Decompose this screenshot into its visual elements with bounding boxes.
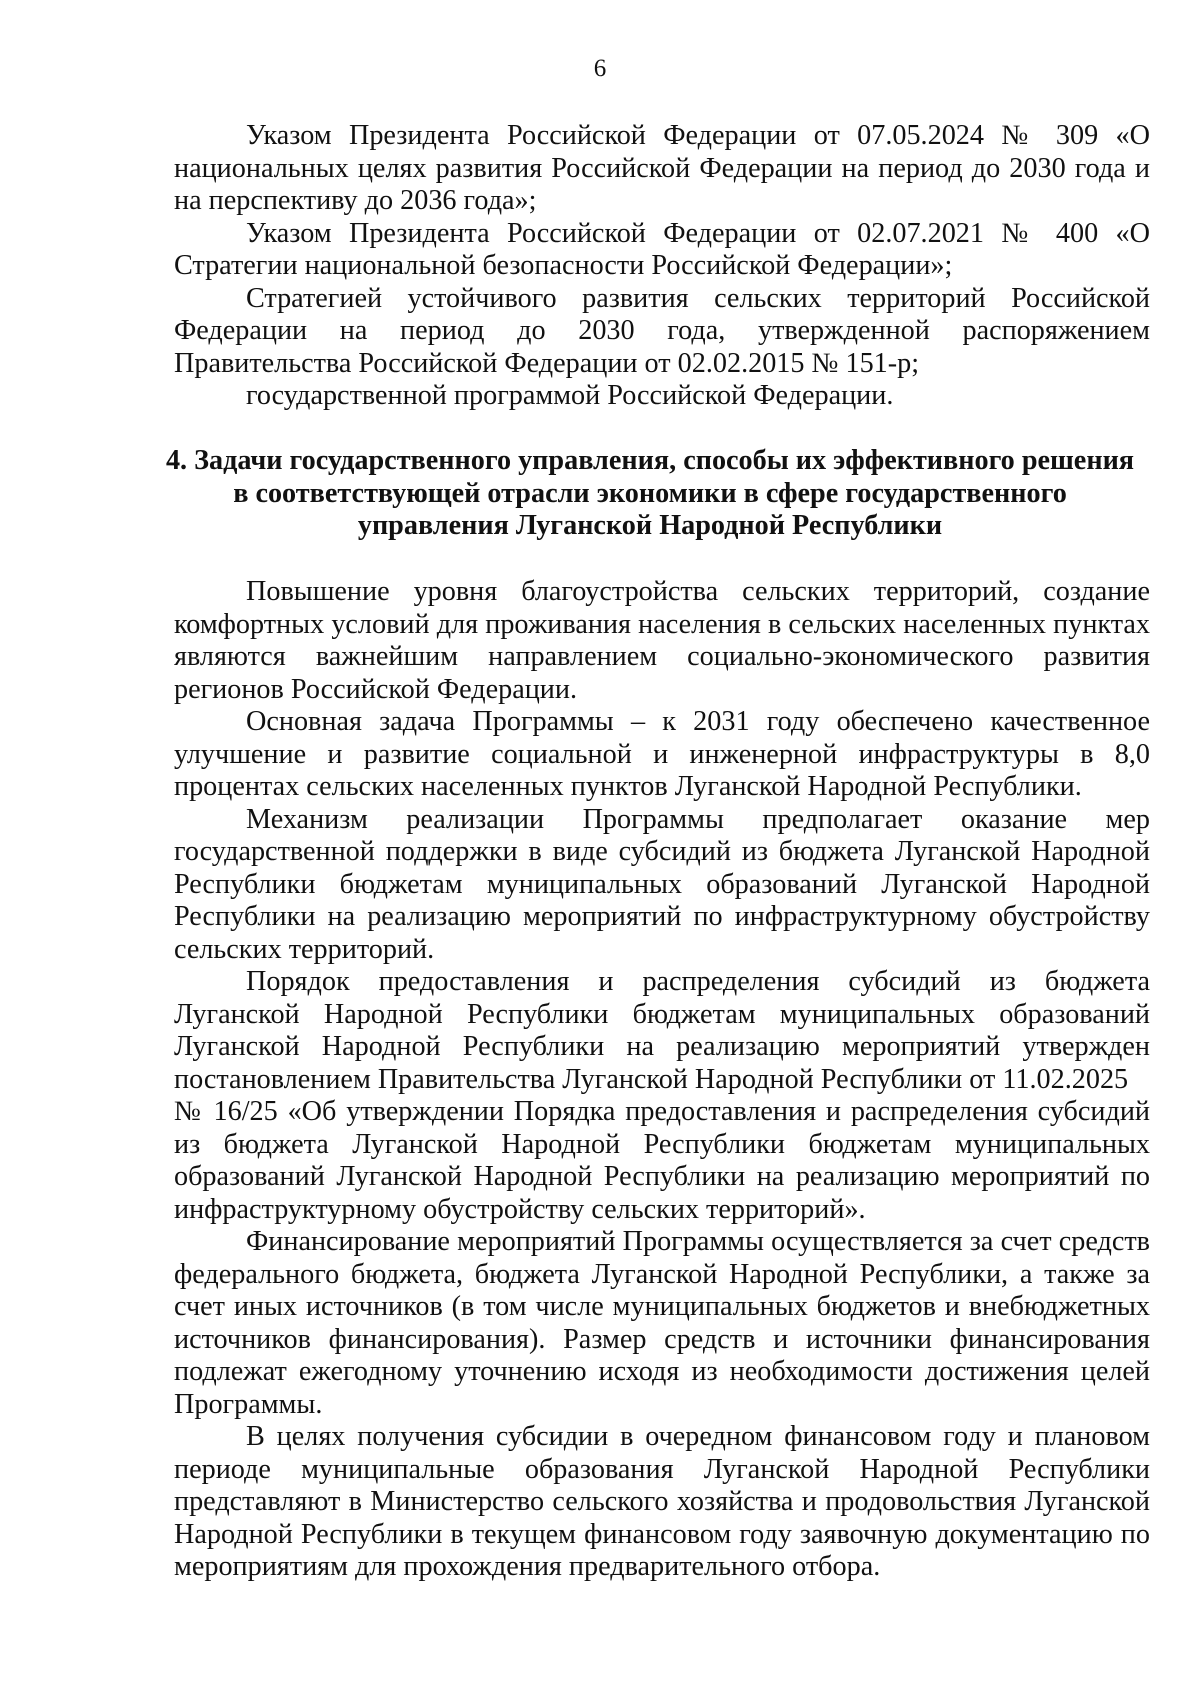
paragraph-decree-309: Указом Президента Российской Федерации от 07.05.2024 № 309 «О национальных целях развития Российской Федерации на период до 2030 года и на перспективу до 2036 года»;: [174, 120, 1150, 216]
section-heading: [150, 445, 1150, 543]
section-body-text-block: [174, 576, 1150, 1584]
paragraph-mechanism: Механизм реализации Программы предполагает оказание мер государственной поддержки в виде субсидий из бюджета Луганской Народной Республики бюджетам муниципальных образований Луганской Народной Республики на реализацию мероприятий по инфраструктурному обустройству сельских территорий.: [174, 803, 1150, 965]
paragraph-financing: Финансирование мероприятий Программы осуществляется за счет средств федерального бюджета, бюджета Луганской Народной Республики, а также за счет иных источников (в том числе муниципальных бюджетов и внебюджетных источников финансирования). Размер средств и источники финансирования подлежат ежегодному уточнению исходя из необходимости достижения целей Программы.: [174, 1226, 1150, 1420]
paragraph-state-program: государственной программой Российской Федерации.: [246, 380, 894, 411]
paragraph-procedure: Порядок предоставления и распределения субсидий из бюджета Луганской Народной Республики бюджетам муниципальных образований Луганской Народной Республики на реализацию мероприятий утвержден постановлением Правительства Луганской Народной Республики от 11.02.2025: [174, 966, 1150, 1095]
intro-text-block: [174, 120, 1150, 413]
section-heading-line-1: 4. Задачи государственного управления, способы их эффективного решения: [165, 445, 1135, 476]
paragraph-main-task: Основная задача Программы – к 2031 году обеспечено качественное улучшение и развитие социальной и инженерной инфраструктуры в 8,0 процентах сельских населенных пунктов Луганской Народной Республики.: [174, 706, 1150, 802]
page-number: 6: [593, 55, 607, 82]
paragraph-decree-400: Указом Президента Российской Федерации от 02.07.2021 № 400 «О Стратегии национальной безопасности Российской Федерации»;: [174, 217, 1150, 281]
section-heading-line-2: в соответствующей отрасли экономики в сфере государственного: [233, 477, 1067, 509]
paragraph-resolution: № 16/25 «Об утверждении Порядка предоставления и распределения субсидий из бюджета Луганской Народной Республики бюджетам муниципальных образований Луганской Народной Республики на реализацию мероприятий по инфраструктурному обустройству сельских территорий».: [174, 1096, 1150, 1225]
section-heading-line-3: управления Луганской Народной Республики: [357, 510, 943, 541]
paragraph-rural-strategy: Стратегией устойчивого развития сельских территорий Российской Федерации на период до 2030 года, утвержденной распоряжением Правительства Российской Федерации от 02.02.2015 № 151-р;: [174, 282, 1150, 379]
paragraph-subsidy-application: В целях получения субсидии в очередном финансовом году и плановом периоде муниципальные образования Луганской Народной Республики представляют в Министерство сельского хозяйства и продовольствия Луганской Народной Республики в текущем финансовом году заявочную документацию по мероприятиям для прохождения предварительного отбора.: [174, 1421, 1150, 1582]
paragraph-improvement: Повышение уровня благоустройства сельских территорий, создание комфортных условий для проживания населения в сельских населенных пунктах являются важнейшим направлением социально-экономического развития регионов Российской Федерации.: [174, 576, 1150, 705]
